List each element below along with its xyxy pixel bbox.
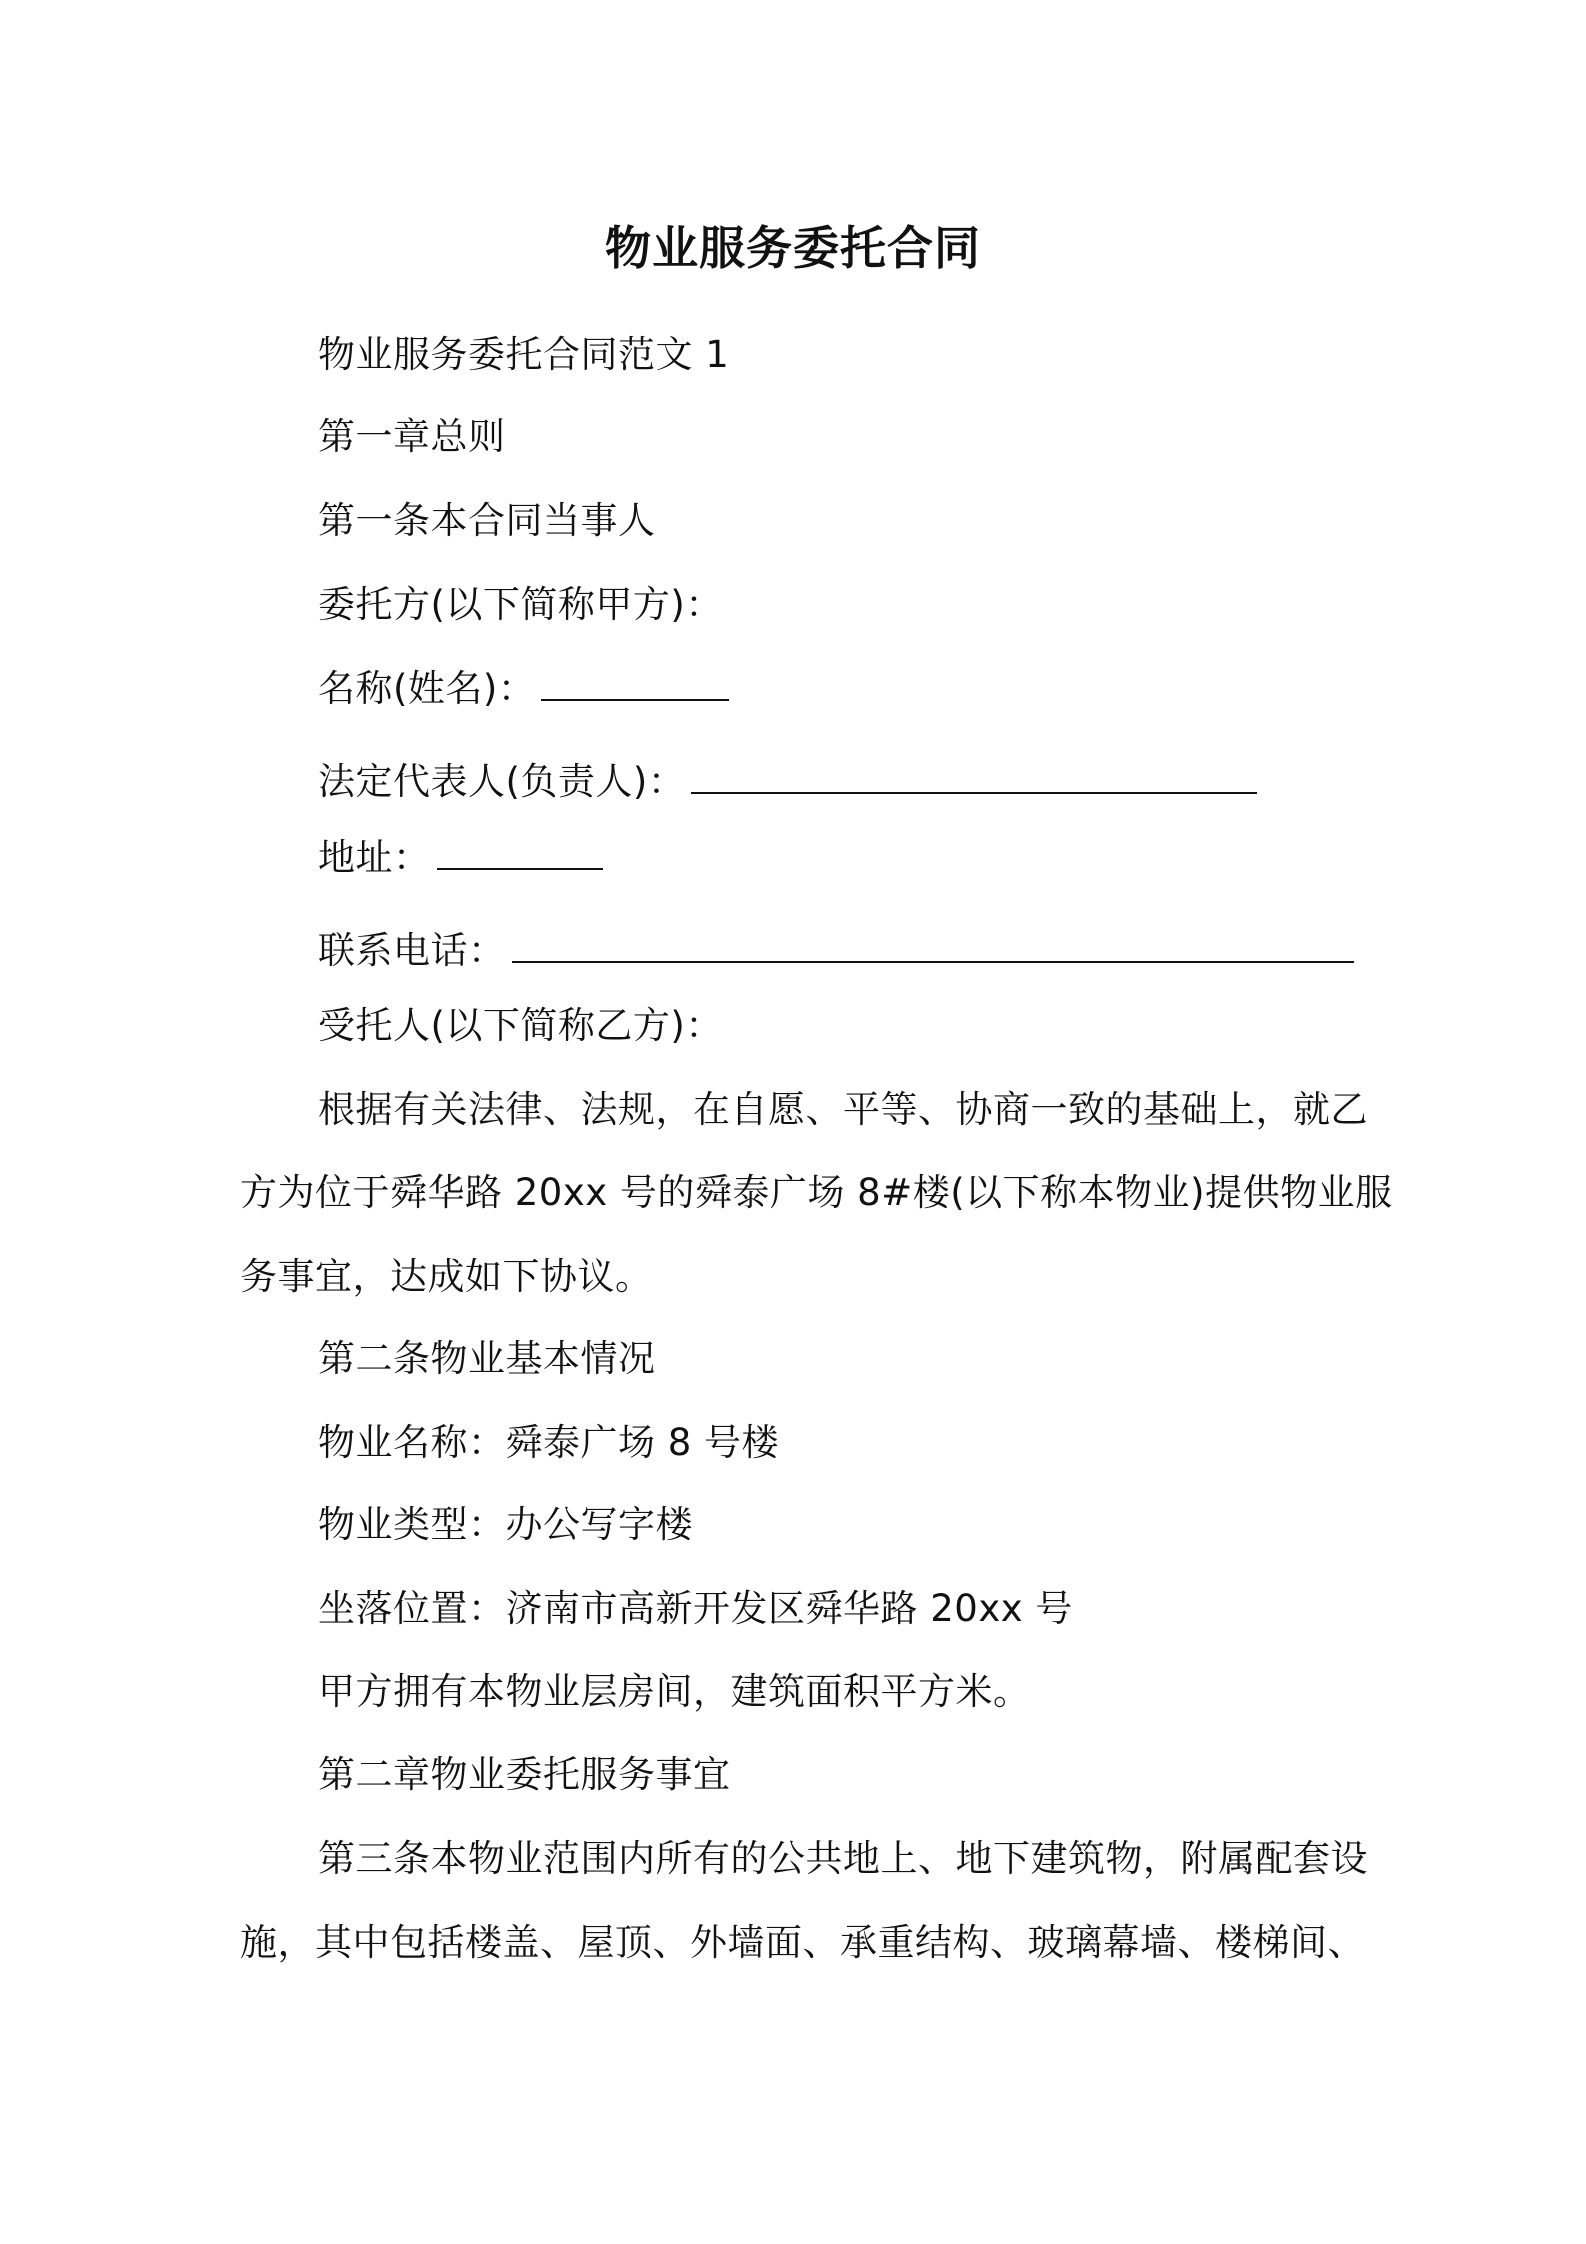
paragraph-basis-line-3: 务事宜，达成如下协议。 (240, 1255, 653, 1298)
phone-field-row (318, 925, 1354, 976)
address-field-label: 地址： (318, 836, 431, 879)
legal-rep-blank-line (691, 756, 1257, 794)
name-field-label: 名称(姓名)： (318, 667, 536, 710)
chapter-1-heading: 第一章总则 (318, 415, 506, 458)
legal-rep-field-row (318, 756, 1257, 807)
article-3-line-1: 第三条本物业范围内所有的公共地上、地下建筑物，附属配套设 (318, 1837, 1368, 1880)
address-blank-line (437, 832, 603, 870)
name-field-row (318, 663, 729, 714)
phone-blank-line (512, 925, 1354, 963)
paragraph-basis-line-2: 方为位于舜华路 20xx 号的舜泰广场 8#楼(以下称本物业)提供物业服 (240, 1171, 1393, 1214)
property-location: 坐落位置：济南市高新开发区舜华路 20xx 号 (318, 1587, 1073, 1630)
paragraph-basis-line-1: 根据有关法律、法规，在自愿、平等、协商一致的基础上，就乙 (318, 1088, 1368, 1131)
phone-field-label: 联系电话： (318, 929, 506, 972)
name-blank-line (541, 663, 729, 701)
trustee-label: 受托人(以下简称乙方)： (318, 1004, 723, 1047)
chapter-2-heading: 第二章物业委托服务事宜 (318, 1753, 731, 1796)
address-field-row (318, 832, 603, 883)
article-2-heading: 第二条物业基本情况 (318, 1337, 656, 1380)
property-type: 物业类型：办公写字楼 (318, 1503, 693, 1546)
property-name: 物业名称：舜泰广场 8 号楼 (318, 1421, 780, 1464)
property-area: 甲方拥有本物业层房间，建筑面积平方米。 (318, 1670, 1031, 1713)
legal-rep-field-label: 法定代表人(负责人)： (318, 760, 686, 803)
contract-sample-heading: 物业服务委托合同范文 1 (318, 333, 730, 376)
article-3-line-2: 施，其中包括楼盖、屋顶、外墙面、承重结构、玻璃幕墙、楼梯间、 (240, 1921, 1365, 1964)
article-1-heading: 第一条本合同当事人 (318, 499, 656, 542)
document-title: 物业服务委托合同 (605, 221, 981, 275)
principal-label: 委托方(以下简称甲方)： (318, 583, 723, 626)
